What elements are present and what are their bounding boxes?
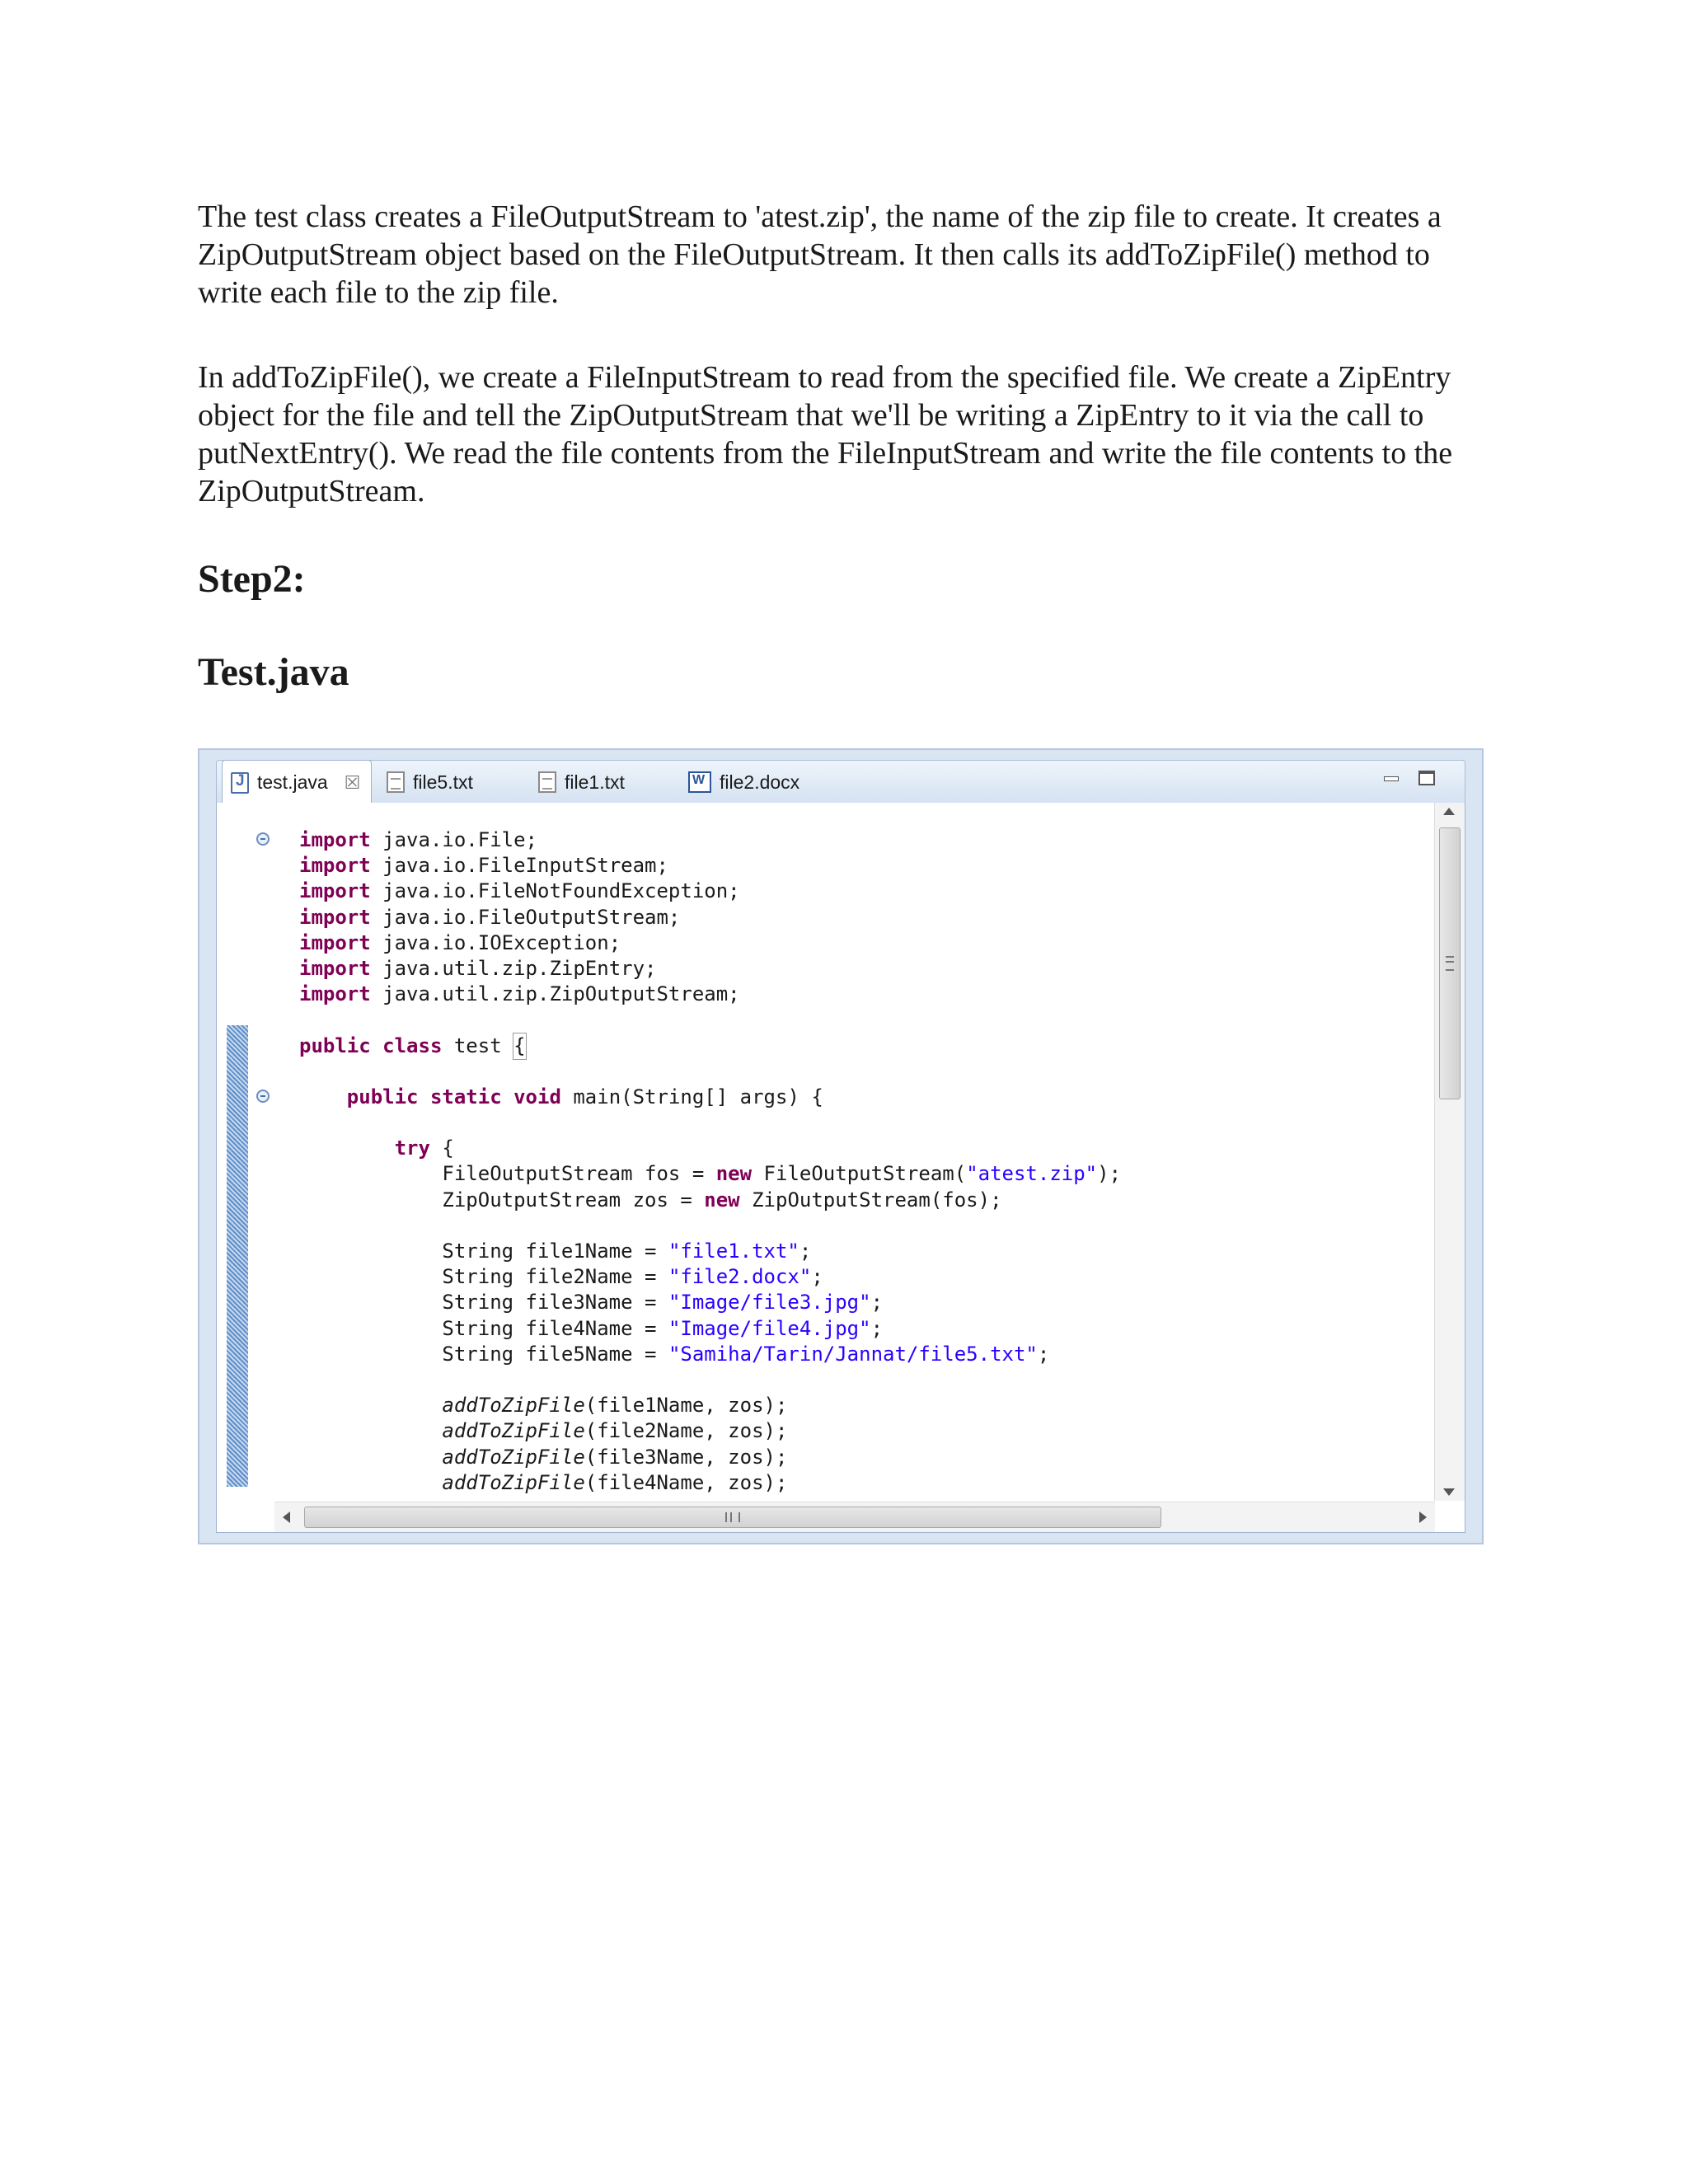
editor-tab-bar (216, 760, 1465, 804)
code-token: (file1Name, zos); (584, 1394, 788, 1418)
code-method-call: addToZipFile (442, 1445, 585, 1469)
code-string: "file1.txt" (668, 1240, 799, 1263)
text-file-icon (538, 771, 556, 793)
code-keyword: static (429, 1085, 502, 1108)
tab-test-java[interactable] (222, 760, 372, 804)
paragraph-add-to-zip-file: In addToZipFile(), we create a FileInputStream to read from the specified file. We create a ZipEntry object for the file and tell the ZipOutputStream that we'll be writing a ZipEntry to it via the call to putNextEntry(). We read the file contents from the FileInputStream and write the file contents to the ZipOutputStream. (198, 360, 1453, 509)
code-token: String file3Name = (299, 1291, 668, 1315)
code-token (299, 1085, 347, 1108)
code-token: main(String[] args) { (560, 1085, 823, 1108)
code-keyword: new (704, 1188, 740, 1212)
code-token: String file4Name = (299, 1316, 668, 1340)
tab-label: file1.txt (565, 771, 625, 793)
scroll-down-arrow-icon[interactable] (1443, 1488, 1455, 1496)
code-token: ; (1037, 1342, 1050, 1366)
code-line (299, 1136, 1121, 1161)
code-token: ; (799, 1240, 812, 1263)
code-keyword: import (299, 982, 371, 1006)
scroll-left-arrow-icon[interactable] (283, 1511, 290, 1523)
tab-label: file2.docx (720, 771, 800, 793)
code-line (299, 1085, 1121, 1110)
tab-file5-txt[interactable] (378, 761, 527, 804)
code-token: String file5Name = (299, 1342, 668, 1366)
horizontal-scroll-thumb[interactable] (304, 1507, 1161, 1528)
code-string: "Image/file4.jpg" (668, 1316, 871, 1340)
code-token (299, 1137, 395, 1160)
text-file-icon (387, 771, 405, 793)
code-editor-screenshot (198, 748, 1484, 1544)
code-line (299, 1342, 1121, 1367)
source-code[interactable] (299, 827, 1121, 1496)
code-keyword: import (299, 854, 371, 878)
code-keyword: import (299, 956, 371, 980)
code-line (299, 1110, 1121, 1136)
code-line (299, 930, 1121, 956)
code-line (299, 1188, 1121, 1213)
grip-icon (725, 1512, 740, 1522)
code-token: ZipOutputStream zos = (299, 1188, 705, 1212)
code-line (299, 827, 1121, 853)
code-line (299, 1033, 1121, 1059)
scroll-right-arrow-icon[interactable] (1419, 1511, 1427, 1523)
code-string: "file2.docx" (668, 1265, 812, 1289)
vertical-scrollbar[interactable] (1434, 803, 1465, 1501)
code-line (299, 956, 1121, 982)
code-method-call: addToZipFile (442, 1470, 585, 1494)
code-line (299, 853, 1121, 879)
code-token: java.io.File; (370, 828, 537, 851)
code-token: FileOutputStream( (752, 1162, 967, 1186)
code-line (299, 982, 1121, 1007)
code-keyword: public (299, 1033, 371, 1057)
code-string: "Samiha/Tarin/Jannat/file5.txt" (668, 1342, 1038, 1366)
code-token (419, 1085, 430, 1108)
code-line (299, 1290, 1121, 1315)
code-token: ; (870, 1316, 884, 1340)
code-token: ); (1097, 1162, 1122, 1186)
code-keyword: void (513, 1085, 561, 1108)
code-token: java.io.IOException; (370, 930, 621, 954)
code-keyword: import (299, 828, 371, 851)
code-line (299, 1059, 1121, 1085)
code-token (502, 1085, 513, 1108)
code-token (299, 1394, 442, 1417)
grip-icon (1446, 956, 1454, 971)
word-file-icon (688, 771, 711, 793)
code-area[interactable] (216, 803, 1465, 1533)
minimize-icon[interactable] (1382, 769, 1400, 787)
code-token: ; (870, 1291, 884, 1315)
code-string: "atest.zip" (966, 1162, 1098, 1186)
tab-label: file5.txt (413, 771, 473, 793)
change-ruler (227, 1025, 248, 1487)
tab-file2-docx[interactable] (680, 761, 845, 804)
code-token: String file2Name = (299, 1265, 668, 1289)
code-method-call: addToZipFile (442, 1394, 585, 1418)
tab-label: test.java (257, 771, 328, 793)
code-token: (file3Name, zos); (584, 1445, 788, 1469)
code-token: java.util.zip.ZipOutputStream; (370, 982, 740, 1006)
code-line (299, 1161, 1121, 1187)
code-token: java.util.zip.ZipEntry; (370, 956, 657, 980)
code-keyword: public (346, 1085, 419, 1108)
code-line (299, 1418, 1121, 1444)
code-token: { (429, 1137, 454, 1160)
code-token (299, 1419, 442, 1442)
code-keyword: import (299, 879, 371, 903)
maximize-icon[interactable] (1418, 771, 1435, 785)
code-token (299, 1471, 442, 1494)
code-token: java.io.FileNotFoundException; (370, 879, 740, 903)
code-line (299, 879, 1121, 904)
code-keyword: new (715, 1162, 753, 1186)
code-method-call: addToZipFile (442, 1419, 585, 1443)
code-line (299, 1470, 1121, 1496)
code-token (371, 1034, 382, 1057)
java-file-icon (231, 772, 249, 794)
code-line (299, 1264, 1121, 1290)
code-token: (file2Name, zos); (584, 1419, 788, 1443)
code-keyword: try (394, 1137, 430, 1160)
code-token: ; (811, 1265, 823, 1289)
code-line (299, 1445, 1121, 1470)
vertical-scroll-thumb[interactable] (1439, 827, 1461, 1099)
code-line (299, 1239, 1121, 1264)
code-token: ZipOutputStream(fos); (739, 1188, 1002, 1212)
code-string: "Image/file3.jpg" (668, 1291, 871, 1315)
horizontal-scrollbar[interactable] (274, 1502, 1435, 1532)
code-line (299, 1213, 1121, 1239)
code-token: { (513, 1033, 525, 1059)
scroll-up-arrow-icon[interactable] (1443, 808, 1455, 815)
code-keyword: import (299, 930, 371, 954)
code-keyword: import (299, 905, 371, 929)
paragraph-test-class: The test class creates a FileOutputStream to 'atest.zip', the name of the zip file to create. It creates a ZipOutputStream object based on the FileOutputStream. It then calls its addToZipFile() method to write each file to the zip file. (198, 199, 1442, 310)
code-line (299, 1316, 1121, 1342)
code-token: test (442, 1033, 514, 1057)
tab-file1-txt[interactable] (530, 761, 678, 804)
code-token: FileOutputStream fos = (299, 1162, 716, 1186)
code-token: java.io.FileInputStream; (370, 854, 668, 878)
code-token: String file1Name = (299, 1240, 668, 1263)
code-line (299, 1393, 1121, 1418)
step-heading: Step2: (198, 557, 306, 601)
fold-collapse-icon[interactable] (256, 832, 270, 846)
file-heading: Test.java (198, 650, 349, 694)
code-line (299, 1367, 1121, 1393)
code-token (299, 1446, 442, 1469)
code-token: java.io.FileOutputStream; (370, 905, 681, 929)
fold-collapse-icon[interactable] (256, 1090, 270, 1103)
close-tab-icon[interactable]: ☒ (344, 771, 361, 793)
code-keyword: class (382, 1033, 443, 1057)
code-token: (file4Name, zos); (584, 1470, 788, 1494)
code-line (299, 905, 1121, 930)
code-line (299, 1007, 1121, 1033)
